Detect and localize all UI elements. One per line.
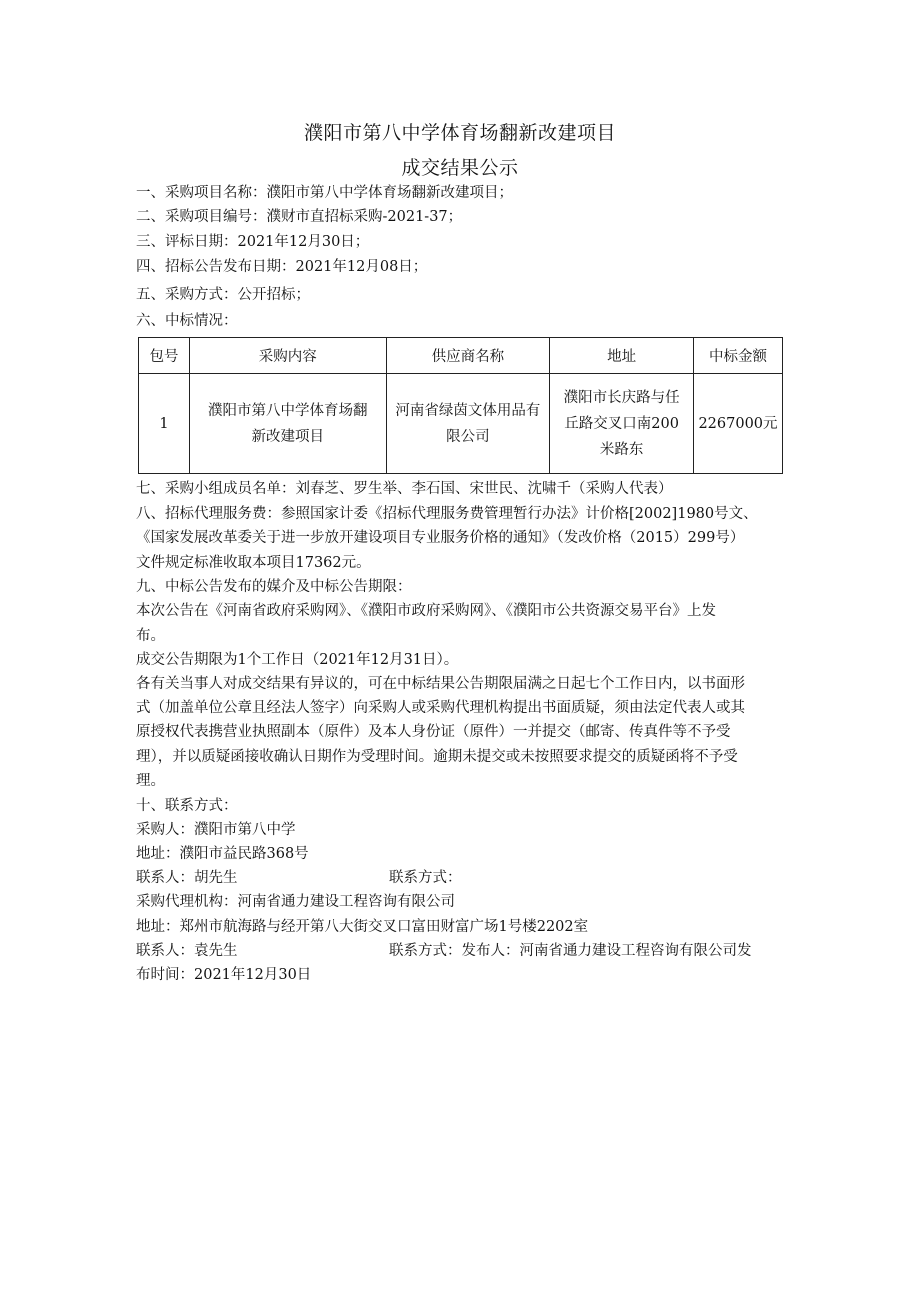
cell-supplier xyxy=(386,374,550,474)
cell-content xyxy=(189,374,386,474)
announcement-period: 成交公告期限为1个工作日（2021年12月31日）。 xyxy=(136,652,459,668)
objection-line: 式（加盖单位公章且经法人签字）向采购人或采购代理机构提出书面质疑，须由法定代表人或其 xyxy=(136,700,745,716)
section-project-name: 一、采购项目名称：濮阳市第八中学体育场翻新改建项目； xyxy=(136,185,513,201)
purchaser-contact-method: 联系方式： xyxy=(389,870,462,886)
cell-supplier-line: 河南省绿茵文体用品有 xyxy=(395,402,541,419)
media-line: 本次公告在《河南省政府采购网》、《濮阳市政府采购网》、《濮阳市公共资源交易平台》上发 xyxy=(136,603,716,619)
cell-content-line: 新改建项目 xyxy=(251,428,324,445)
cell-package: 1 xyxy=(139,374,190,474)
section-award-status: 六、中标情况： xyxy=(136,313,238,329)
cell-address-line: 濮阳市长庆路与任 xyxy=(563,389,680,406)
header-address: 地址 xyxy=(550,338,694,374)
cell-amount: 2267000元 xyxy=(694,374,783,474)
cell-address-line: 丘路交叉口南200 xyxy=(564,415,679,432)
agency-fee-line: 《国家发展改革委关于进一步放开建设项目专业服务价格的通知》（发改价格（2015）299号） xyxy=(136,530,745,546)
cell-address-line: 米路东 xyxy=(599,441,644,458)
cell-supplier-line: 限公司 xyxy=(446,428,490,445)
purchaser-address: 地址：濮阳市益民路368号 xyxy=(136,846,309,862)
media-line: 布。 xyxy=(136,628,165,644)
objection-line: 原授权代表携营业执照副本（原件）及本人身份证（原件）一并提交（邮寄、传真件等不予受 xyxy=(136,724,731,740)
objection-line: 理。 xyxy=(136,773,165,789)
agency-name: 采购代理机构：河南省通力建设工程咨询有限公司 xyxy=(136,894,455,910)
header-supplier: 供应商名称 xyxy=(386,338,550,374)
section-project-number: 二、采购项目编号：濮财市直招标采购-2021-37； xyxy=(136,209,463,225)
publish-time: 布时间：2021年12月30日 xyxy=(136,967,312,983)
section-evaluation-date: 三、评标日期：2021年12月30日； xyxy=(136,234,370,250)
section-procurement-method: 五、采购方式：公开招标； xyxy=(136,287,310,303)
section-announcement-date: 四、招标公告发布日期：2021年12月08日； xyxy=(136,259,428,275)
purchaser-contact-person: 联系人：胡先生 xyxy=(136,870,238,886)
cell-address xyxy=(550,374,694,474)
cell-content-line: 濮阳市第八中学体育场翻 xyxy=(207,402,368,419)
header-amount: 中标金额 xyxy=(694,338,783,374)
agency-address: 地址：郑州市航海路与经开第八大街交叉口富田财富广场1号楼2202室 xyxy=(136,919,589,935)
agency-fee-line: 文件规定标准收取本项目17362元。 xyxy=(136,555,371,571)
table-header-row xyxy=(139,338,783,374)
purchaser-name: 采购人：濮阳市第八中学 xyxy=(136,822,296,838)
agency-contact-person: 联系人：袁先生 xyxy=(136,943,238,959)
objection-line: 各有关当事人对成交结果有异议的，可在中标结果公告期限届满之日起七个工作日内，以书面形 xyxy=(136,676,745,692)
document-subtitle: 成交结果公示 xyxy=(401,157,519,179)
section-committee: 七、采购小组成员名单：刘春芝、罗生举、李石国、宋世民、沈啸千（采购人代表） xyxy=(136,481,673,497)
award-table xyxy=(138,337,783,474)
section-publication-media: 九、中标公告发布的媒介及中标公告期限： xyxy=(136,579,412,595)
header-content: 采购内容 xyxy=(189,338,386,374)
agency-contact-method: 联系方式：发布人：河南省通力建设工程咨询有限公司发 xyxy=(389,943,752,959)
table-row xyxy=(139,374,783,474)
section-agency-fee: 八、招标代理服务费：参照国家计委《招标代理服务费管理暂行办法》计价格[2002]1980号文、 xyxy=(136,506,758,522)
objection-line: 理），并以质疑函接收确认日期作为受理时间。逾期未提交或未按照要求提交的质疑函将不予受 xyxy=(136,749,738,765)
section-contact: 十、联系方式： xyxy=(136,798,238,814)
document-title: 濮阳市第八中学体育场翻新改建项目 xyxy=(303,122,616,144)
header-package: 包号 xyxy=(139,338,190,374)
